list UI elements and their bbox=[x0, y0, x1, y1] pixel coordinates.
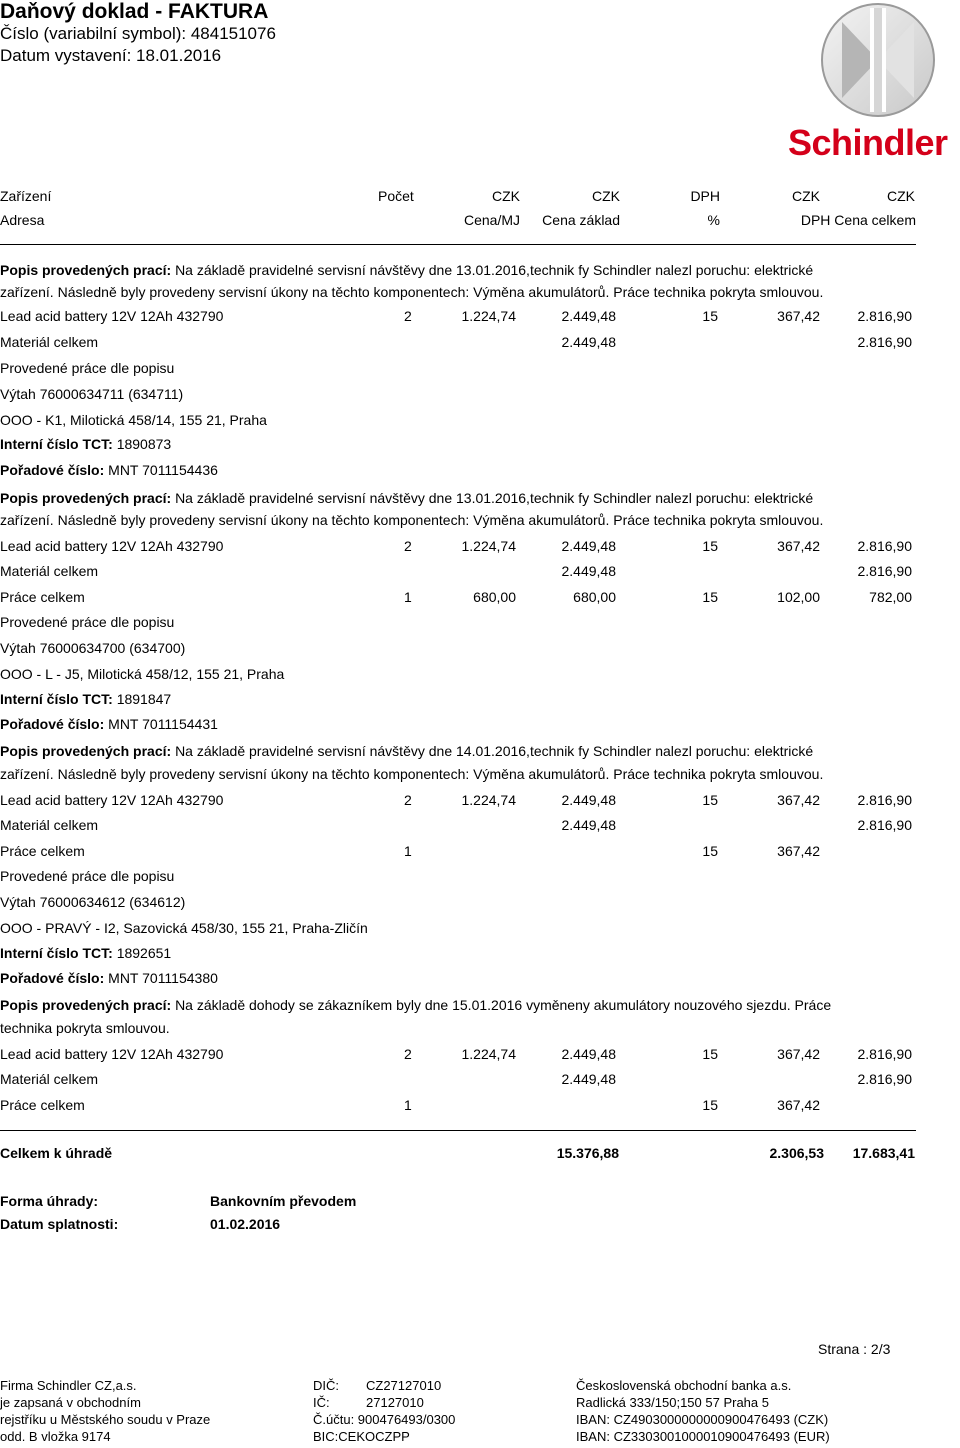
material-base: 2.449,48 bbox=[561, 334, 616, 350]
item-vat: 15 bbox=[702, 308, 718, 324]
work-qty: 1 bbox=[404, 843, 412, 859]
material-label: Materiál celkem bbox=[0, 817, 99, 833]
poradove-cislo: Pořadové číslo: MNT 7011154436 bbox=[0, 462, 218, 478]
page-number: Strana : 2/3 bbox=[818, 1341, 891, 1357]
popis-line-2: zařízení. Následně byly provedeny servisní úkony na těchto komponentech: Výměna akumulátorů. Práce technika pokryta smlouvou. bbox=[0, 284, 824, 300]
item-vat: 15 bbox=[702, 538, 718, 554]
due-date-value: 01.02.2016 bbox=[210, 1216, 281, 1232]
item-base: 2.449,48 bbox=[561, 308, 616, 324]
material-base: 2.449,48 bbox=[561, 817, 616, 833]
material-base: 2.449,48 bbox=[561, 1071, 616, 1087]
item-vat-amount: 367,42 bbox=[777, 538, 820, 554]
material-label: Materiál celkem bbox=[0, 1071, 99, 1087]
work-vat-amount: 367,42 bbox=[777, 1097, 820, 1113]
document-title: Daňový doklad - FAKTURA bbox=[0, 0, 269, 23]
footer-bank-3: IBAN: CZ4903000000000900476493 (CZK) bbox=[576, 1412, 829, 1427]
address: OOO - L - J5, Milotická 458/12, 155 21, Praha bbox=[0, 666, 285, 682]
item-total: 2.816,90 bbox=[857, 792, 912, 808]
popis-line-1: Popis provedených prací: Na základě pravidelné servisní návštěvy dne 13.01.2016,technik fy Schindler nalezl poruchu: elektrické bbox=[0, 490, 814, 506]
totals-label: Celkem k úhradě bbox=[0, 1145, 113, 1161]
provedene-prace: Provedené práce dle popisu bbox=[0, 614, 175, 630]
item-base: 2.449,48 bbox=[561, 1046, 616, 1062]
material-label: Materiál celkem bbox=[0, 563, 99, 579]
item-base: 2.449,48 bbox=[561, 792, 616, 808]
header-divider bbox=[0, 244, 916, 245]
col-dph-cena-celkem: DPH Cena celkem bbox=[800, 212, 916, 228]
vytah: Výtah 76000634700 (634700) bbox=[0, 640, 186, 656]
work-qty: 1 bbox=[404, 589, 412, 605]
item-unit-price: 1.224,74 bbox=[461, 308, 516, 324]
item-name: Lead acid battery 12V 12Ah 432790 bbox=[0, 1046, 224, 1062]
popis-line-2: zařízení. Následně byly provedeny servisní úkony na těchto komponentech: Výměna akumulátorů. Práce technika pokryta smlouvou. bbox=[0, 766, 824, 782]
material-total: 2.816,90 bbox=[857, 334, 912, 350]
item-unit-price: 1.224,74 bbox=[461, 792, 516, 808]
material-total: 2.816,90 bbox=[857, 817, 912, 833]
item-unit-price: 1.224,74 bbox=[461, 1046, 516, 1062]
popis-line-1: Popis provedených prací: Na základě dohody se zákazníkem byly dne 15.01.2016 vyměneny akumulátory nouzového sjezdu. Práce bbox=[0, 997, 832, 1013]
popis-line-2: technika pokryta smlouvou. bbox=[0, 1020, 170, 1036]
material-total: 2.816,90 bbox=[857, 563, 912, 579]
payment-method-value: Bankovním převodem bbox=[210, 1193, 357, 1209]
totals-base: 15.376,88 bbox=[556, 1145, 619, 1161]
footer-company-4: odd. B vložka 9174 bbox=[0, 1429, 111, 1444]
issue-date: Datum vystavení: 18.01.2016 bbox=[0, 46, 222, 65]
footer-account: Č.účtu: 900476493/0300 bbox=[313, 1412, 456, 1427]
work-label: Práce celkem bbox=[0, 843, 85, 859]
footer-dic-value: CZ27127010 bbox=[366, 1378, 442, 1393]
footer-company-3: rejstříku u Městského soudu v Praze bbox=[0, 1412, 211, 1427]
col-zarizeni: Zařízení bbox=[0, 188, 52, 204]
item-vat-amount: 367,42 bbox=[777, 792, 820, 808]
interni-cislo: Interní číslo TCT: 1892651 bbox=[0, 945, 172, 961]
item-name: Lead acid battery 12V 12Ah 432790 bbox=[0, 792, 224, 808]
work-vat-amount: 102,00 bbox=[777, 589, 820, 605]
work-vat: 15 bbox=[702, 1097, 718, 1113]
footer-bank-1: Československá obchodní banka a.s. bbox=[576, 1378, 792, 1393]
item-unit-price: 1.224,74 bbox=[461, 538, 516, 554]
item-total: 2.816,90 bbox=[857, 308, 912, 324]
item-qty: 2 bbox=[404, 538, 412, 554]
col-percent: % bbox=[707, 212, 720, 228]
item-vat: 15 bbox=[702, 1046, 718, 1062]
payment-method-label: Forma úhrady: bbox=[0, 1193, 99, 1209]
work-unit-price: 680,00 bbox=[473, 589, 516, 605]
work-base: 680,00 bbox=[573, 589, 616, 605]
item-name: Lead acid battery 12V 12Ah 432790 bbox=[0, 308, 224, 324]
item-vat-amount: 367,42 bbox=[777, 308, 820, 324]
poradove-cislo: Pořadové číslo: MNT 7011154380 bbox=[0, 970, 218, 986]
material-base: 2.449,48 bbox=[561, 563, 616, 579]
vytah: Výtah 76000634711 (634711) bbox=[0, 386, 184, 402]
item-base: 2.449,48 bbox=[561, 538, 616, 554]
footer-dic-label: DIČ: bbox=[313, 1378, 339, 1393]
totals-vat: 2.306,53 bbox=[769, 1145, 824, 1161]
col-czk-1: CZK bbox=[492, 188, 520, 204]
vytah: Výtah 76000634612 (634612) bbox=[0, 894, 186, 910]
work-qty: 1 bbox=[404, 1097, 412, 1113]
item-qty: 2 bbox=[404, 1046, 412, 1062]
footer-ic-value: 27127010 bbox=[366, 1395, 424, 1410]
col-cena-mj: Cena/MJ bbox=[463, 212, 520, 228]
work-vat: 15 bbox=[702, 589, 718, 605]
footer-bank-4: IBAN: CZ3303001000010900476493 (EUR) bbox=[576, 1429, 830, 1444]
invoice-number: Číslo (variabilní symbol): 484151076 bbox=[0, 24, 276, 43]
provedene-prace: Provedené práce dle popisu bbox=[0, 868, 175, 884]
work-label: Práce celkem bbox=[0, 1097, 85, 1113]
brand-name: Schindler bbox=[788, 122, 948, 163]
address: OOO - PRAVÝ - I2, Sazovická 458/30, 155 21, Praha-Zličín bbox=[0, 920, 368, 936]
item-total: 2.816,90 bbox=[857, 1046, 912, 1062]
popis-line-1: Popis provedených prací: Na základě pravidelné servisní návštěvy dne 13.01.2016,technik fy Schindler nalezl poruchu: elektrické bbox=[0, 262, 814, 278]
address: OOO - K1, Milotická 458/14, 155 21, Praha bbox=[0, 412, 267, 428]
item-qty: 2 bbox=[404, 308, 412, 324]
col-czk-4: CZK bbox=[887, 188, 915, 204]
footer-bank-2: Radlická 333/150;150 57 Praha 5 bbox=[576, 1395, 769, 1410]
material-total: 2.816,90 bbox=[857, 1071, 912, 1087]
work-total: 782,00 bbox=[869, 589, 912, 605]
item-total: 2.816,90 bbox=[857, 538, 912, 554]
footer-ic-label: IČ: bbox=[313, 1395, 330, 1410]
col-pocet: Počet bbox=[378, 188, 414, 204]
due-date-label: Datum splatnosti: bbox=[0, 1216, 119, 1232]
popis-line-2: zařízení. Následně byly provedeny servisní úkony na těchto komponentech: Výměna akumulátorů. Práce technika pokryta smlouvou. bbox=[0, 512, 824, 528]
totals-total: 17.683,41 bbox=[852, 1145, 915, 1161]
poradove-cislo: Pořadové číslo: MNT 7011154431 bbox=[0, 716, 218, 732]
item-vat-amount: 367,42 bbox=[777, 1046, 820, 1062]
footer-company-2: je zapsaná v obchodním bbox=[0, 1395, 141, 1410]
logo-emblem-icon bbox=[790, 2, 958, 122]
interni-cislo: Interní číslo TCT: 1890873 bbox=[0, 436, 172, 452]
work-label: Práce celkem bbox=[0, 589, 85, 605]
footer-company-1: Firma Schindler CZ,a.s. bbox=[0, 1378, 137, 1393]
col-czk-2: CZK bbox=[592, 188, 620, 204]
popis-line-1: Popis provedených prací: Na základě pravidelné servisní návštěvy dne 14.01.2016,technik fy Schindler nalezl poruchu: elektrické bbox=[0, 743, 814, 759]
interni-cislo: Interní číslo TCT: 1891847 bbox=[0, 691, 172, 707]
item-qty: 2 bbox=[404, 792, 412, 808]
work-vat-amount: 367,42 bbox=[777, 843, 820, 859]
col-dph: DPH bbox=[690, 188, 720, 204]
col-adresa: Adresa bbox=[0, 212, 45, 228]
col-cena-zaklad: Cena základ bbox=[542, 212, 620, 228]
work-vat: 15 bbox=[702, 843, 718, 859]
totals-divider bbox=[0, 1130, 916, 1131]
item-vat: 15 bbox=[702, 792, 718, 808]
footer-bic: BIC:CEKOCZPP bbox=[313, 1429, 410, 1444]
item-name: Lead acid battery 12V 12Ah 432790 bbox=[0, 538, 224, 554]
material-label: Materiál celkem bbox=[0, 334, 99, 350]
provedene-prace: Provedené práce dle popisu bbox=[0, 360, 175, 376]
col-czk-3: CZK bbox=[792, 188, 820, 204]
